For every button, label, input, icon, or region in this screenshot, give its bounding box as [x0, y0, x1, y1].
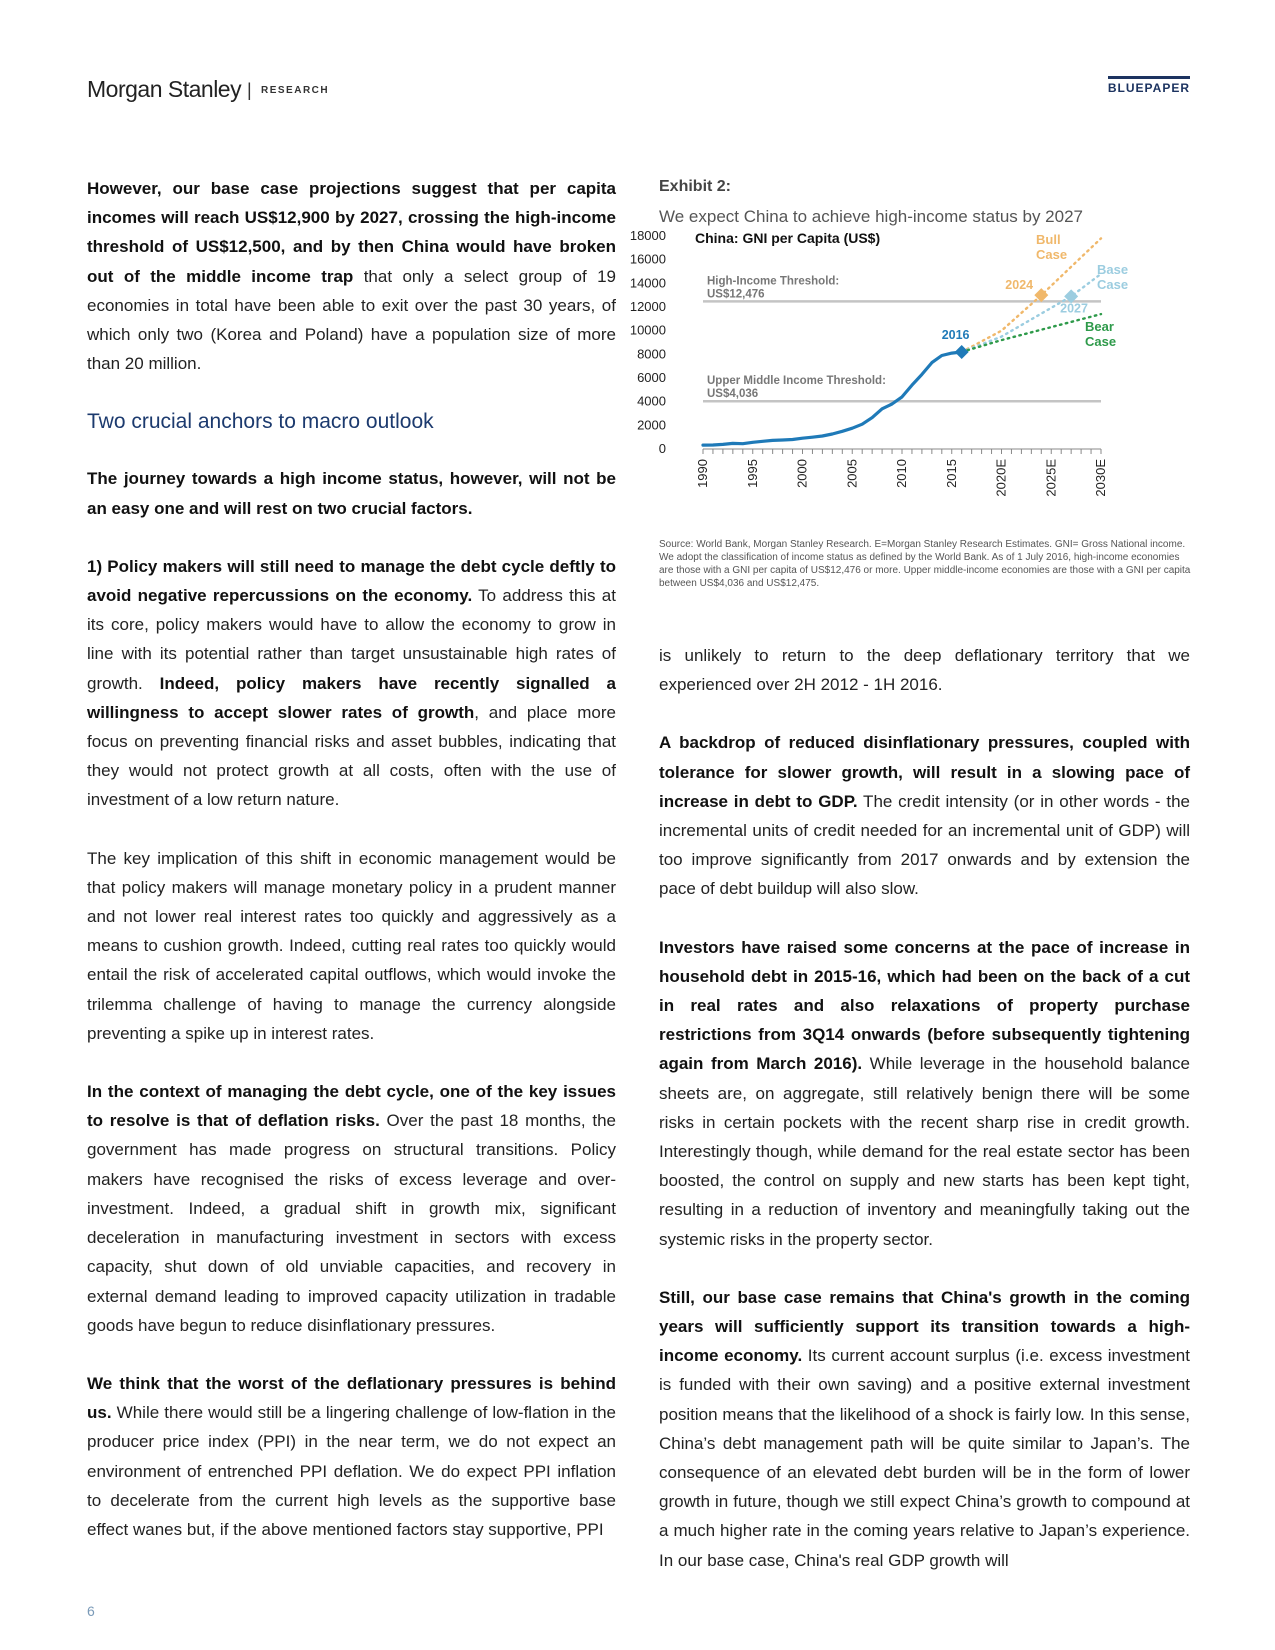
y-tick-label: 6000	[637, 370, 666, 385]
threshold-label: High-Income Threshold:	[707, 275, 840, 288]
paragraph-base-case-growth	[659, 1283, 1190, 1575]
y-tick-label: 12000	[629, 299, 666, 314]
y-tick-label: 2000	[637, 417, 666, 433]
threshold-value: US$4,036	[707, 388, 759, 401]
series-line-bull-case	[962, 238, 1101, 352]
paragraph-text: To address this at its core, policy makers would have to allow the economy to grow in line with its potential rather than target unsustainable high rates of growth.	[87, 586, 616, 693]
bold-lead: A backdrop of reduced disinflationary pressures, coupled with tolerance for slower growth, will result in a slowing pace of increase in debt to GDP.	[659, 733, 1190, 811]
bold-lead: However, our base case projections suggest that per capita incomes will reach US$12,900 by 2027, crossing the high-income threshold of US$12,500, and by then China would have broken out of the middle income trap	[87, 179, 616, 286]
annotation-label: 2016	[941, 327, 970, 342]
case-label: Bull	[1036, 232, 1061, 247]
y-tick-label: 0	[658, 441, 666, 456]
bold-lead: In the context of managing the debt cycle, one of the key issues to resolve is that of deflation risks.	[87, 1082, 616, 1131]
paragraph-text: that only a select group of 19 economies in total have been able to exit over the past 30 years, of which only two (Korea and Poland) have a population size of more than 20 million.	[87, 266, 616, 374]
paragraph-deflationary-territory: is unlikely to return to the deep deflationary territory that we experienced over 2H 2012 - 1H 2016.	[659, 646, 1190, 695]
x-tick-label: 2020E	[993, 459, 1009, 497]
y-tick-label: 10000	[629, 322, 666, 338]
paragraph-worst-behind	[87, 1369, 616, 1544]
bold-lead: Investors have raised some concerns at the pace of increase in household debt in 2015-16, which had been on the back of a cut in real rates and also relaxations of property purchase restrictions from 3Q14 onwards (before subsequently tightening again from March 2016).	[659, 937, 1190, 1074]
paragraph-text: The credit intensity (or in other words - the incremental units of credit needed for an incremental unit of GDP) will too improve significantly from 2017 onwards and by extension the pace of debt buildup will also slow.	[659, 791, 1191, 899]
y-tick-label: 8000	[637, 346, 666, 362]
x-tick-label: 2015	[943, 459, 959, 488]
paragraph-debt-to-gdp	[659, 728, 1190, 903]
y-tick-label: 16000	[629, 251, 666, 267]
left-column	[87, 174, 616, 1573]
x-tick-label: 1990	[695, 459, 710, 488]
paragraph-text: , and place more focus on preventing financial risks and asset bubbles, indicating that they would not protect growth at all costs, often with the use of investment of a low return nature.	[87, 702, 616, 810]
header-separator: |	[247, 80, 252, 100]
bold-lead: Still, our base case remains that China's growth in the coming years will sufficiently support its transition towards a high-income economy.	[659, 1287, 1190, 1366]
paragraph-text: Over the past 18 months, the government has made progress on structural transitions. Policy makers have recognised the risks of excess leverage and over-investment. Indeed, a gradual shift in growth mix, significant deceleration in manufacturing investment in sectors with excess capacity, shut down of old unviable capacities, and recovery in external demand leading to improved capacity utilization in tradable goods have begun to reduce disinflationary pressures.	[87, 1111, 616, 1335]
case-label: Bear	[1085, 319, 1114, 334]
research-label: RESEARCH	[261, 85, 330, 96]
chart-title: China: GNI per Capita (US$)	[695, 230, 881, 246]
annotation-label: 2027	[1060, 301, 1088, 316]
paragraph-policy-makers	[87, 552, 616, 815]
case-label: Case	[1036, 247, 1068, 262]
paragraph-text: Its current account surplus (i.e. excess investment is funded with their own saving) and a positive external investment position means that the likelihood of a shock is fairly low. In this sense, China’s debt management path will be quite similar to Japan’s. The consequence of an elevated debt burden will be in the form of lower growth in future, though we still expect China’s growth to compound at a much higher rate in the coming years relative to Japan’s experience. In our base case, China's real GDP growth will	[659, 1346, 1190, 1570]
y-tick-label: 4000	[637, 393, 666, 409]
y-tick-label: 18000	[629, 228, 666, 243]
x-tick-label: 2025E	[1043, 459, 1059, 497]
annotation-label: 2024	[1005, 278, 1034, 293]
x-tick-label: 2010	[894, 459, 909, 488]
right-column	[659, 641, 1190, 1604]
page-number: 6	[87, 1603, 95, 1619]
paragraph-key-implication: The key implication of this shift in economic management would be that policy makers will manage monetary policy in a prudent manner and not lower real interest rates too quickly and aggressively as a means to cushion growth. Indeed, cutting real rates too quickly would entail the risk of accelerated capital outflows, which would invoke the trilemma challenge of having to manage the currency alongside preventing a spike up in interest rates.	[87, 848, 616, 1043]
section-title: Two crucial anchors to macro outlook	[87, 410, 434, 434]
bold-lead: 1) Policy makers will still need to manage the debt cycle deftly to avoid negative repercussions on the economy.	[87, 556, 616, 606]
bold-lead: The journey towards a high income status, however, will not be an easy one and will rest on two crucial factors.	[87, 469, 616, 518]
x-tick-label: 2000	[794, 459, 810, 488]
bold-inline: Indeed, policy makers have recently signalled a willingness to accept slower rates of growth	[87, 673, 616, 722]
paragraph-journey	[87, 464, 616, 522]
x-tick-label: 1995	[744, 459, 760, 488]
paragraph-household-debt	[659, 933, 1190, 1254]
morgan-stanley-logo: Morgan Stanley	[87, 76, 242, 102]
case-label: Case	[1085, 334, 1117, 349]
threshold-label: Upper Middle Income Threshold:	[707, 375, 886, 388]
bold-lead: We think that the worst of the deflationary pressures is behind us.	[87, 1373, 616, 1423]
page-header	[87, 76, 1190, 106]
paragraph-base-case	[87, 174, 616, 378]
exhibit-source: Source: World Bank, Morgan Stanley Research. E=Morgan Stanley Research Estimates. GNI= Gross National income. We adopt the classification of income status as defined by the World Bank. As of 1 July 2016, high-income economies are those with a GNI per capita of US$12,476 or more. Upper middle-income economies are those with a GNI per capita between US$4,036 and US$12,475.	[659, 539, 1191, 589]
exhibit-label: Exhibit 2:	[659, 178, 732, 195]
gni-per-capita-chart	[629, 228, 1175, 532]
paragraph-text: While leverage in the household balance sheets are, on aggregate, still relatively benign there will be some risks in certain pockets with the recent sharp rise in credit growth. Interestingly though, while demand for the real estate sector has been boosted, the control on supply and new starts has been kept tight, resulting in a reduction of inventory and meaningfully taking out the systemic risks in the property sector.	[659, 1054, 1190, 1249]
marker-2016	[955, 345, 969, 359]
x-tick-label: 2030E	[1093, 459, 1108, 497]
bluepaper-badge: BLUEPAPER	[1108, 76, 1190, 95]
paragraph-text: While there would still be a lingering challenge of low-flation in the producer price index (PPI) in the near term, we do not expect an environment of entrenched PPI deflation. We do expect PPI inflation to decelerate from the current high levels as the supportive base effect wanes but, if the above mentioned factors stay supportive, PPI	[87, 1403, 616, 1539]
case-label: Base	[1097, 262, 1129, 277]
x-tick-label: 2005	[844, 459, 860, 488]
threshold-value: US$12,476	[707, 288, 765, 301]
exhibit-title: We expect China to achieve high-income status by 2027	[659, 207, 1083, 226]
case-label: Case	[1097, 277, 1129, 292]
paragraph-deflation-risks	[87, 1077, 616, 1340]
y-tick-label: 14000	[629, 275, 666, 291]
